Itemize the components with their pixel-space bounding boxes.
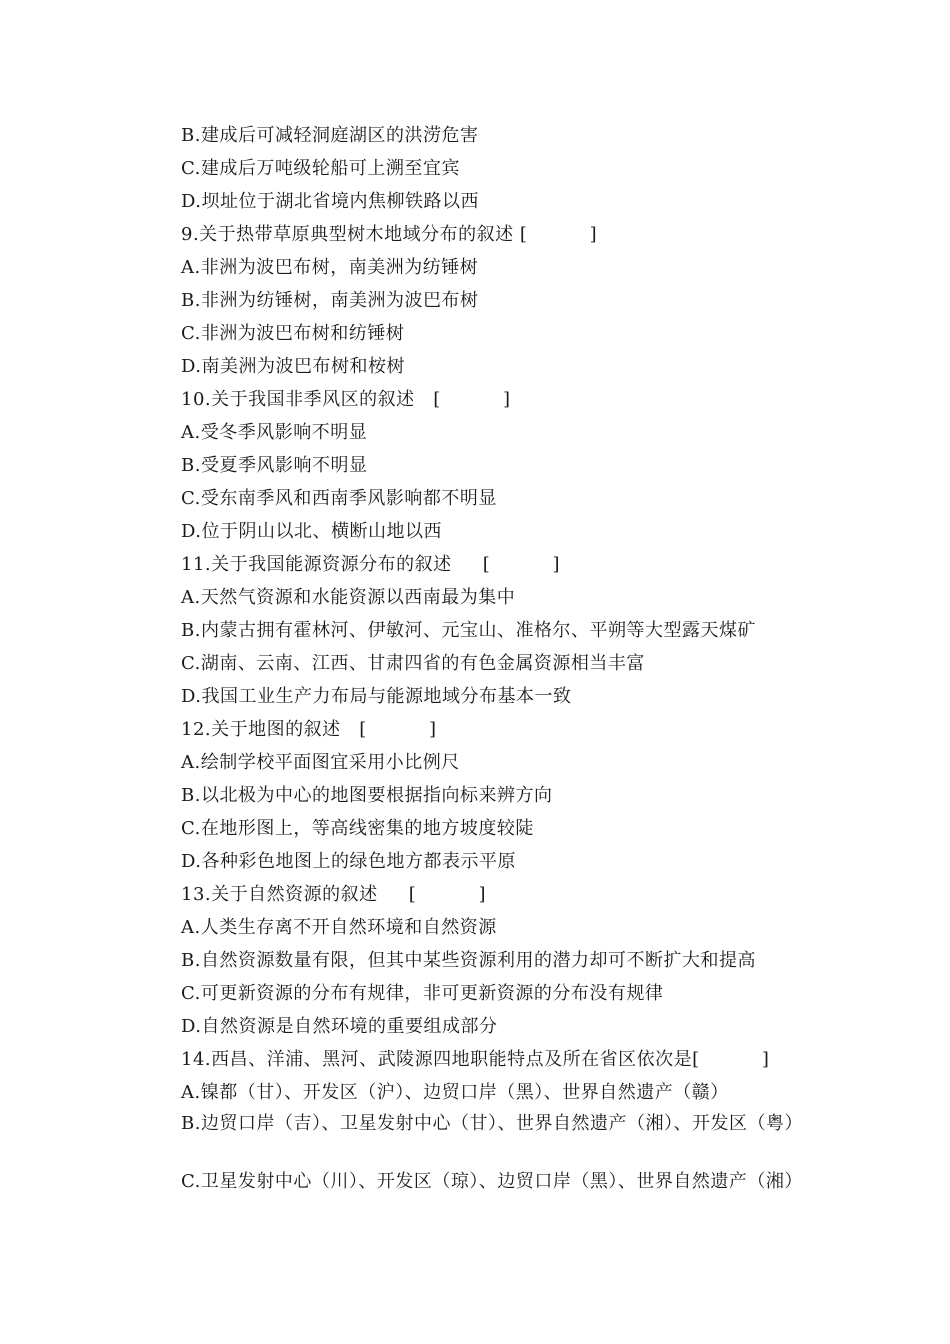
option-line-wrapped: C.卫星发射中心（川）、开发区（琼）、边贸口岸（黑）、世界自然遗产（湘）: [181, 1171, 803, 1192]
option-line-wrapped: B.边贸口岸（吉）、卫星发射中心（甘）、世界自然遗产（湘）、开发区（粤）: [181, 1113, 803, 1134]
option-line: C.可更新资源的分布有规律，非可更新资源的分布没有规律: [181, 983, 664, 1004]
option-line: D.自然资源是自然环境的重要组成部分: [181, 1016, 498, 1037]
question-line: 12.关于地图的叙述 [ ]: [181, 719, 437, 740]
option-line: B.以北极为中心的地图要根据指向标来辨方向: [181, 785, 553, 806]
option-line: C.在地形图上，等高线密集的地方坡度较陡: [181, 818, 534, 839]
option-line: B.非洲为纺锤树，南美洲为波巴布树: [181, 290, 479, 311]
option-line: D.各种彩色地图上的绿色地方都表示平原: [181, 851, 517, 872]
option-line: A.人类生存离不开自然环境和自然资源: [181, 917, 497, 938]
option-line: B.受夏季风影响不明显: [181, 455, 368, 476]
question-line: 14.西昌、洋浦、黑河、武陵源四地职能特点及所在省区依次是[ ]: [181, 1049, 770, 1070]
option-line: A.镍都（甘）、开发区（沪）、边贸口岸（黑）、世界自然遗产（赣）: [181, 1082, 729, 1103]
option-line: C.建成后万吨级轮船可上溯至宜宾: [181, 158, 460, 179]
option-line: A.绘制学校平面图宜采用小比例尺: [181, 752, 460, 773]
option-line: D.坝址位于湖北省境内焦柳铁路以西: [181, 191, 480, 212]
option-line: C.湖南、云南、江西、甘肃四省的有色金属资源相当丰富: [181, 653, 645, 674]
option-line: B.内蒙古拥有霍林河、伊敏河、元宝山、准格尔、平朔等大型露天煤矿: [181, 620, 756, 641]
option-line: C.受东南季风和西南季风影响都不明显: [181, 488, 497, 509]
option-line: B.自然资源数量有限，但其中某些资源利用的潜力却可不断扩大和提高: [181, 950, 756, 971]
option-line: A.天然气资源和水能资源以西南最为集中: [181, 587, 516, 608]
option-line: D.南美洲为波巴布树和桉树: [181, 356, 406, 377]
option-line: B.建成后可减轻洞庭湖区的洪涝危害: [181, 125, 479, 146]
option-line: D.位于阴山以北、横断山地以西: [181, 521, 443, 542]
question-line: 11.关于我国能源资源分布的叙述 [ ]: [181, 554, 560, 575]
option-line: D.我国工业生产力布局与能源地域分布基本一致: [181, 686, 572, 707]
option-line: C.非洲为波巴布树和纺锤树: [181, 323, 405, 344]
question-line: 10.关于我国非季风区的叙述 [ ]: [181, 389, 511, 410]
question-line: 9.关于热带草原典型树木地域分布的叙述 [ ]: [181, 224, 598, 245]
question-line: 13.关于自然资源的叙述 [ ]: [181, 884, 486, 905]
option-line: A.受冬季风影响不明显: [181, 422, 368, 443]
option-line: A.非洲为波巴布树，南美洲为纺锤树: [181, 257, 479, 278]
